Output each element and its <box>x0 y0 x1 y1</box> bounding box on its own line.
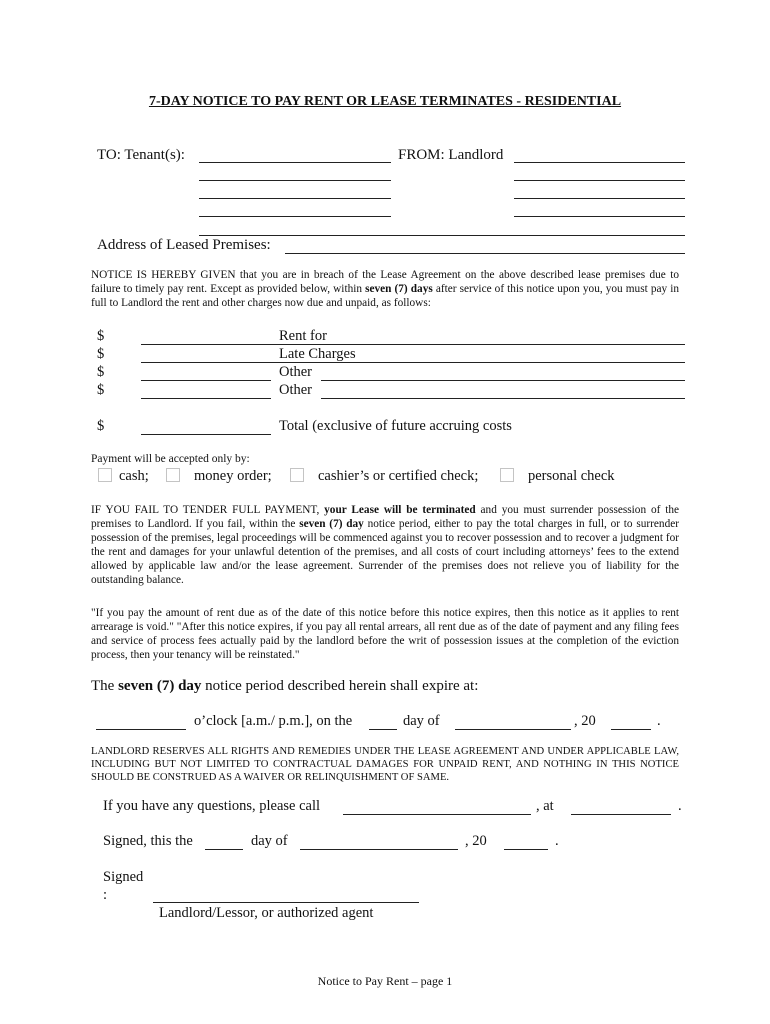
tenant-line-2[interactable] <box>199 180 391 181</box>
expiry-statement: The seven (7) day notice period described herein shall expire at: <box>91 678 479 694</box>
dollar-sign-rent: $ <box>97 328 105 344</box>
dollar-sign-other-2: $ <box>97 382 105 398</box>
cashiers-check-checkbox[interactable] <box>290 468 304 482</box>
expiry-day-line[interactable] <box>369 729 397 730</box>
signature-caption: Landlord/Lessor, or authorized agent <box>159 905 374 921</box>
money-order-label: money order; <box>194 468 272 484</box>
landlord-line-1[interactable] <box>514 162 685 163</box>
to-tenant-label: TO: Tenant(s): <box>97 147 185 163</box>
dollar-sign-late: $ <box>97 346 105 362</box>
rights-reserved-paragraph: LANDLORD RESERVES ALL RIGHTS AND REMEDIES UNDER THE LEASE AGREEMENT AND UNDER APPLICABLE LAW, INCLUDING BUT NOT LIMITED TO CONTRACTUAL DAMAGES FOR UNPAID RENT, AND NOTHING IN THIS NOTICE SHOULD BE CONSTRUED AS A WAIVER OR RELINQUISHMENT OF SAME. <box>91 746 679 783</box>
late-charges-label: Late Charges <box>279 346 356 362</box>
landlord-line-2[interactable] <box>514 180 685 181</box>
signed-day-of-label: day of <box>251 833 288 849</box>
expiry-day-of-label: day of <box>403 713 440 729</box>
signature-label: Signed <box>103 869 144 885</box>
total-label: Total (exclusive of future accruing costs <box>279 418 512 434</box>
cash-label: cash; <box>119 468 149 484</box>
personal-check-label: personal check <box>528 468 615 484</box>
other-1-amount-line[interactable] <box>141 380 271 381</box>
page-footer: Notice to Pay Rent – page 1 <box>317 974 453 988</box>
expiry-year-line[interactable] <box>611 729 651 730</box>
landlord-line-3[interactable] <box>514 198 685 199</box>
signature-line[interactable] <box>153 902 419 903</box>
signature-colon: : <box>103 887 108 903</box>
money-order-checkbox[interactable] <box>166 468 180 482</box>
from-landlord-label: FROM: Landlord <box>398 147 504 163</box>
address-input-line[interactable] <box>285 253 685 254</box>
other-2-amount-line[interactable] <box>141 398 271 399</box>
total-amount-line[interactable] <box>141 434 271 435</box>
expiry-period: . <box>657 713 661 729</box>
tenant-line-1[interactable] <box>199 162 391 163</box>
cashiers-check-label: cashier’s or certified check; <box>318 468 479 484</box>
tenant-line-4[interactable] <box>199 216 391 217</box>
document-title: 7-DAY NOTICE TO PAY RENT OR LEASE TERMINATES - RESIDENTIAL <box>148 94 622 109</box>
other-1-label: Other <box>279 364 313 380</box>
other-2-detail-line[interactable] <box>321 398 685 399</box>
termination-paragraph: IF YOU FAIL TO TENDER FULL PAYMENT, your Lease will be terminated and you must surrender possession of the premises to Landlord. If you fail, within the seven (7) day notice period, either to pay the total charges in full, or to surrender possession of the premises, legal proceedings will be commenced against you to recover possession and to recover a judgment for the rent and damages for your unlawful detention of the premises, and all costs of court including attorneys’ fees to the extend allowed by applicable law and/or the lease agreement. Surrender of the premises does not relieve you of liability for the outstanding balance. <box>91 504 679 586</box>
notice-paragraph: NOTICE IS HEREBY GIVEN that you are in breach of the Lease Agreement on the above described lease premises due to failure to timely pay rent. Except as provided below, within seven (7) days after service of this notice upon you, you must pay in full to Landlord the rent and other charges now due and unpaid, as follows: <box>91 269 679 309</box>
other-2-label: Other <box>279 382 313 398</box>
questions-label: If you have any questions, please call <box>103 798 321 814</box>
expiry-month-line[interactable] <box>455 729 571 730</box>
reinstatement-paragraph: "If you pay the amount of rent due as of the date of this notice before this notice expires, then this notice as it applies to rent arrearage is void." "After this notice expires, if you pay all rental arrears, all rent due as of the date of payment and any filing fees and service of process fees actually paid by the landlord before the writ of possession issues at the completion of the eviction process, then your tenancy will be reinstated." <box>91 607 679 661</box>
contact-period: . <box>678 798 682 814</box>
expiry-year-prefix: , 20 <box>574 713 596 729</box>
signed-period: . <box>555 833 559 849</box>
contact-at-label: , at <box>536 798 554 814</box>
personal-check-checkbox[interactable] <box>500 468 514 482</box>
signed-year-prefix: , 20 <box>465 833 487 849</box>
landlord-line-4[interactable] <box>514 216 685 217</box>
signed-month-line[interactable] <box>300 849 458 850</box>
address-label: Address of Leased Premises: <box>97 237 271 253</box>
other-1-detail-line[interactable] <box>321 380 685 381</box>
contact-name-line[interactable] <box>343 814 531 815</box>
tenant-line-3[interactable] <box>199 198 391 199</box>
dollar-sign-total: $ <box>97 418 105 434</box>
dollar-sign-other-1: $ <box>97 364 105 380</box>
premises-extra-line[interactable] <box>199 235 685 236</box>
signed-this-label: Signed, this the <box>103 833 193 849</box>
payment-heading: Payment will be accepted only by: <box>91 453 250 465</box>
signed-year-line[interactable] <box>504 849 548 850</box>
signed-day-line[interactable] <box>205 849 243 850</box>
expiry-time-line[interactable] <box>96 729 186 730</box>
rent-for-label: Rent for <box>279 328 327 344</box>
cash-checkbox[interactable] <box>98 468 112 482</box>
rent-amount-line[interactable] <box>141 344 685 345</box>
late-charges-line[interactable] <box>141 362 685 363</box>
contact-phone-line[interactable] <box>571 814 671 815</box>
oclock-label: o’clock [a.m./ p.m.], on the <box>194 713 353 729</box>
